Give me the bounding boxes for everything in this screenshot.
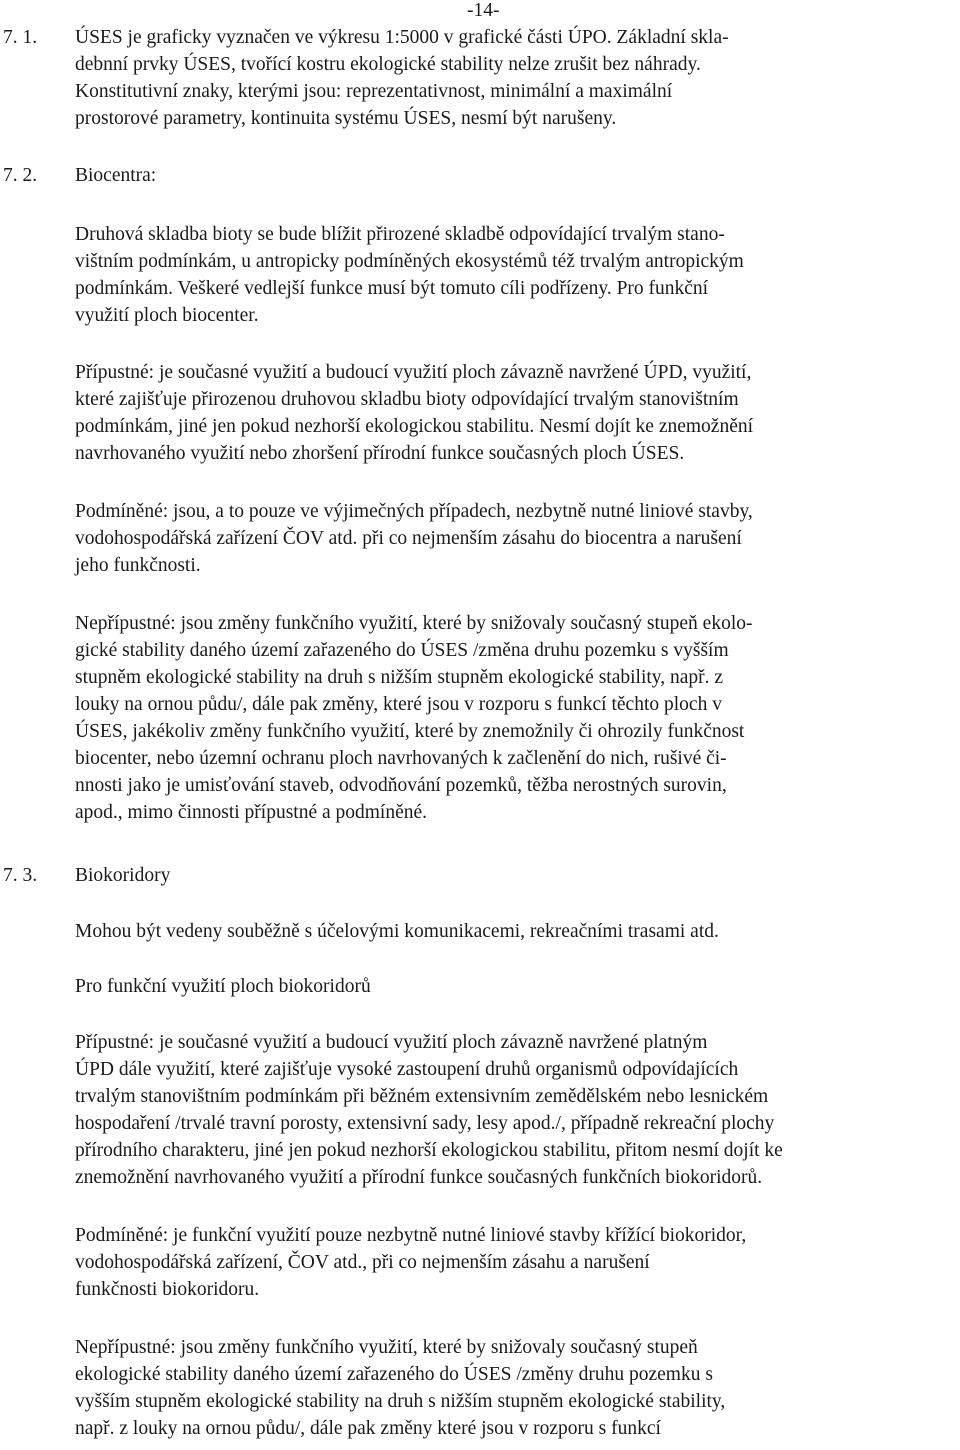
section-number: 7. 1. — [3, 27, 38, 48]
text-line: ÚPD dále využití, které zajišťuje vysoké zastoupení druhů organismů odpovídajících — [75, 1059, 739, 1080]
text-line: Podmíněné: jsou, a to pouze ve výjimečných případech, nezbytně nutné liniové stavby, — [75, 501, 753, 522]
text-line: Nepřípustné: jsou změny funkčního využití, které by snižovaly současný stupeň ekolo- — [75, 613, 753, 634]
text-line: apod., mimo činnosti přípustné a podmíněné. — [75, 802, 428, 823]
text-line: louky na ornou půdu/, dále pak změny, které jsou v rozporu s funkcí těchto ploch v — [75, 694, 722, 715]
text-line: vodohospodářská zařízení, ČOV atd., při co nejmenším zásahu a narušení — [75, 1252, 650, 1273]
text-line: Konstitutivní znaky, kterými jsou: reprezentativnost, minimální a maximální — [75, 81, 673, 102]
text-line: funkčnosti biokoridoru. — [75, 1279, 260, 1300]
text-line: vodohospodářská zařízení ČOV atd. při co nejmenším zásahu do biocentra a narušení — [75, 528, 742, 549]
text-line: biocenter, nebo územní ochranu ploch navrhovaných k začlenění do nich, rušivé či- — [75, 748, 727, 769]
text-line: Pro funkční využití ploch biokoridorů — [75, 976, 371, 997]
text-line: debnní prvky ÚSES, tvořící kostru ekologické stability nelze zrušit bez náhrady. — [75, 54, 701, 75]
text-line: Podmíněné: je funkční využití pouze nezbytně nutné liniové stavby křížící biokoridor, — [75, 1225, 747, 1246]
text-line: podmínkám, jiné jen pokud nezhorší ekologickou stabilitu. Nesmí dojít ke znemožnění — [75, 416, 754, 437]
text-line: ekologické stability daného území zařazeného do ÚSES /změny druhu pozemku s — [75, 1364, 713, 1385]
text-line: podmínkám. Veškeré vedlejší funkce musí být tomuto cíli podřízeny. Pro funkční — [75, 278, 709, 299]
text-line: prostorové parametry, kontinuita systému ÚSES, nesmí být narušeny. — [75, 108, 617, 129]
page-number: -14- — [467, 0, 500, 21]
text-line: ÚSES, jakékoliv změny funkčního využití, které by znemožnily či ohrozily funkčnost — [75, 721, 745, 742]
text-line: nnosti jako je umisťování staveb, odvodňování pozemků, těžba nerostných surovin, — [75, 775, 727, 796]
text-line: hospodaření /trvalé travní porosty, extensivní sady, lesy apod./, případně rekreační plochy — [75, 1113, 775, 1134]
text-line: ÚSES je graficky vyznačen ve výkresu 1:5000 v grafické části ÚPO. Základní skla- — [75, 27, 729, 48]
text-line: trvalým stanovištním podmínkám při běžném extensivním zemědělském nebo lesnickém — [75, 1086, 769, 1107]
text-line: využití ploch biocenter. — [75, 305, 259, 326]
text-line: Druhová skladba bioty se bude blížit přirozené skladbě odpovídající trvalým stano- — [75, 224, 725, 245]
text-line: znemožnění navrhovaného využití a přírodní funkce současných funkčních biokoridorů. — [75, 1167, 763, 1188]
text-line: Přípustné: je současné využití a budoucí využití ploch závazně navržené ÚPD, využití, — [75, 362, 752, 383]
section-heading: Biokoridory — [75, 865, 171, 886]
text-line: gické stability daného území zařazeného do ÚSES /změna druhu pozemku s vyšším — [75, 640, 729, 661]
text-line: jeho funkčnosti. — [75, 555, 201, 576]
section-number: 7. 2. — [3, 165, 38, 186]
text-line: vyšším stupněm ekologické stability na druh s nižším stupněm ekologické stability, — [75, 1391, 726, 1412]
text-line: Mohou být vedeny souběžně s účelovými komunikacemi, rekreačními trasami atd. — [75, 921, 719, 942]
section-heading: Biocentra: — [75, 165, 157, 186]
text-line: Nepřípustné: jsou změny funkčního využití, které by snižovaly současný stupeň — [75, 1337, 698, 1358]
text-line: které zajišťuje přirozenou druhovou skladbu bioty odpovídající trvalým stanovištním — [75, 389, 739, 410]
text-line: vištním podmínkám, u antropicky podmíněných ekosystémů též trvalým antropickým — [75, 251, 744, 272]
section-number: 7. 3. — [3, 865, 38, 886]
text-line: např. z louky na ornou půdu/, dále pak změny které jsou v rozporu s funkcí — [75, 1418, 661, 1439]
text-line: Přípustné: je současné využití a budoucí využití ploch závazně navržené platným — [75, 1032, 708, 1053]
text-line: navrhovaného využití nebo zhoršení přírodní funkce současných ploch ÚSES. — [75, 443, 685, 464]
text-line: stupněm ekologické stability na druh s nižším stupněm ekologické stability, např. z — [75, 667, 724, 688]
text-line: přírodního charakteru, jiné jen pokud nezhorší ekologickou stabilitu, přitom nesmí dojít ke — [75, 1140, 783, 1161]
